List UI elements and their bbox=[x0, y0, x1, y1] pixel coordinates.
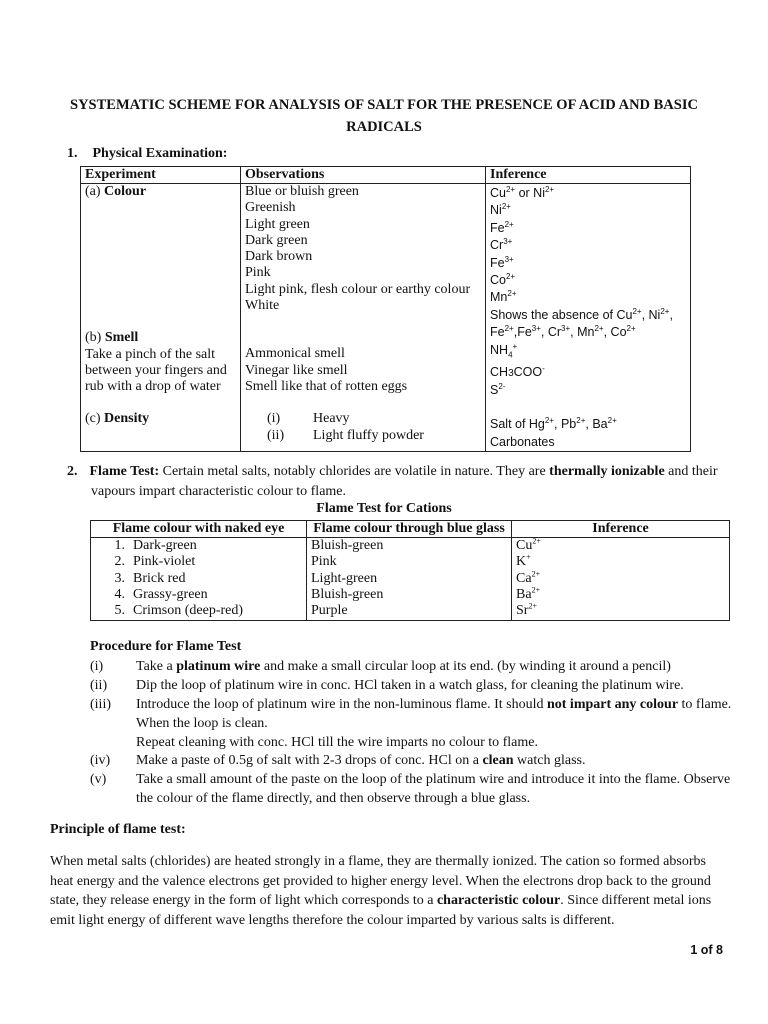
t2-naked-col bbox=[91, 538, 307, 621]
section2-heading: Flame Test: bbox=[89, 464, 160, 479]
inf-fe2: $Fe^{2+}$ bbox=[490, 219, 514, 235]
inf-co: $Co^{2+}$ bbox=[490, 271, 516, 288]
t1-header-observations: Observations bbox=[241, 167, 486, 184]
page-title bbox=[40, 94, 728, 138]
colour-obs-7: Light pink, flesh colour or earthy colour bbox=[245, 281, 471, 297]
inf-nh4: $NH_4^+$ bbox=[490, 341, 518, 360]
density-obs-2: (ii) Light fluffy powder bbox=[267, 427, 424, 443]
inf-ni: $Ni^{2+}$ bbox=[490, 202, 511, 218]
t2-blue-col bbox=[307, 538, 512, 621]
smell-desc-1: Take a pinch of the salt bbox=[85, 346, 216, 362]
colour-obs-3: Light green bbox=[245, 216, 310, 232]
section2-text: 2. Flame Test: Certain metal salts, notably chlorides are volatile in nature. They are thermally ionizable and their vapours impart characteristic colour to flame. bbox=[67, 462, 737, 501]
t2-inference-col bbox=[512, 538, 730, 621]
density-label: (c) Density bbox=[85, 411, 150, 427]
density-obs-1: (i) Heavy bbox=[267, 411, 350, 427]
inf-ch3coo: CH3COO- bbox=[490, 363, 545, 379]
inf-cr: $Cr^{3+}$ bbox=[490, 237, 513, 253]
inf-salt-heavy: Salt of $Hg^{2+}$, $Pb^{2+}$, $Ba^{2+}$ bbox=[490, 416, 617, 432]
section2-number: 2. bbox=[67, 464, 78, 479]
inf-absence-1: Shows the absence of $Cu^{2+}$, $Ni^{2+}$, bbox=[490, 306, 673, 322]
inf-absence-2: $Fe^{2+},Fe^{3+}$, $Cr^{3+}$, $Mn^{2+}$, $Co^{2+}$ bbox=[490, 324, 636, 340]
flame-row-ion: $Cu^{2+}$ bbox=[516, 536, 541, 553]
t2-header-naked: Flame colour with naked eye bbox=[91, 521, 307, 538]
t1-header-inference: Inference bbox=[486, 167, 691, 184]
t1-observation-cell bbox=[241, 184, 486, 452]
inf-mn: $Mn^{2+}$ bbox=[490, 289, 517, 305]
flame-row-blue: Purple bbox=[311, 603, 348, 619]
flame-row-ion: $Ba^{2+}$ bbox=[516, 585, 541, 602]
colour-obs-8: White bbox=[245, 298, 280, 314]
smell-desc-2: between your fingers and bbox=[85, 362, 227, 378]
colour-obs-4: Dark green bbox=[245, 232, 308, 248]
smell-desc-3: rub with a drop of water bbox=[85, 379, 221, 395]
smell-obs-3: Smell like that of rotten eggs bbox=[245, 378, 408, 394]
section1-heading bbox=[67, 146, 227, 162]
flame-row-blue: Bluish-green bbox=[311, 586, 384, 602]
title-line-2: RADICALS bbox=[346, 119, 422, 135]
section1-number: 1. bbox=[67, 146, 78, 161]
flame-row-naked: 5. Crimson (deep-red) bbox=[114, 603, 244, 619]
flame-row-ion: $Ca^{2+}$ bbox=[516, 568, 541, 586]
smell-obs-2: Vinegar like smell bbox=[245, 362, 348, 378]
t1-header-experiment: Experiment bbox=[81, 167, 241, 184]
principle-paragraph: When metal salts (chlorides) are heated strongly in a flame, they are thermally ionized. The cation so formed absorbs heat energy and the valence electrons get provided to higher energy level. When the electrons drop back to the ground state, they release energy in the form of light which corresponds to a characteristic colour. Since different metal ions emit light energy of different wave lengths therefore the colour imparted by various salts is different. bbox=[50, 854, 712, 928]
colour-obs-2: Greenish bbox=[245, 200, 296, 216]
flame-row-naked: 1. Dark-green bbox=[114, 538, 197, 553]
colour-obs-1: Blue or bluish green bbox=[245, 184, 359, 199]
flame-test-table bbox=[90, 520, 730, 621]
flame-row-naked: 3. Brick red bbox=[114, 570, 186, 586]
flame-row-naked: 2. Pink-violet bbox=[114, 554, 196, 570]
procedure-heading: Procedure for Flame Test bbox=[90, 639, 242, 654]
table2-caption: Flame Test for Cations bbox=[316, 501, 452, 516]
smell-label: (b) Smell bbox=[85, 330, 139, 346]
flame-row-naked: 4. Grassy-green bbox=[114, 586, 208, 602]
flame-row-ion: K+ bbox=[516, 552, 531, 570]
flame-row-blue: Bluish-green bbox=[311, 538, 384, 553]
colour-obs-6: Pink bbox=[245, 265, 271, 281]
inf-s: $S^{2-}$ bbox=[490, 381, 506, 397]
flame-row-ion: $Sr^{2+}$ bbox=[516, 601, 537, 619]
page-number: 1 of 8 bbox=[690, 943, 723, 957]
inf-fe3: $Fe^{3+}$ bbox=[490, 254, 514, 270]
inf-cu-ni: $Cu^{2+}$ or $Ni^{2+}$ bbox=[490, 184, 555, 200]
flame-row-blue: Pink bbox=[311, 554, 337, 570]
t2-header-inference: Inference bbox=[512, 521, 730, 538]
title-line-1: SYSTEMATIC SCHEME FOR ANALYSIS OF SALT FOR THE PRESENCE OF ACID AND BASIC bbox=[70, 97, 698, 113]
t1-inference-cell bbox=[486, 184, 691, 452]
section1-title: Physical Examination: bbox=[92, 146, 228, 161]
t2-header-blue: Flame colour through blue glass bbox=[307, 521, 512, 538]
principle-heading: Principle of flame test: bbox=[50, 822, 186, 837]
physical-exam-table bbox=[80, 166, 691, 452]
colour-label: (a) Colour bbox=[85, 184, 147, 199]
flame-row-blue: Light-green bbox=[311, 570, 378, 586]
section2-line2: vapours impart characteristic colour to flame. bbox=[91, 483, 347, 499]
inf-carbonates: Carbonates bbox=[490, 434, 555, 449]
colour-obs-5: Dark brown bbox=[245, 249, 313, 265]
smell-obs-1: Ammonical smell bbox=[245, 346, 345, 362]
t1-experiment-cell bbox=[81, 184, 241, 452]
